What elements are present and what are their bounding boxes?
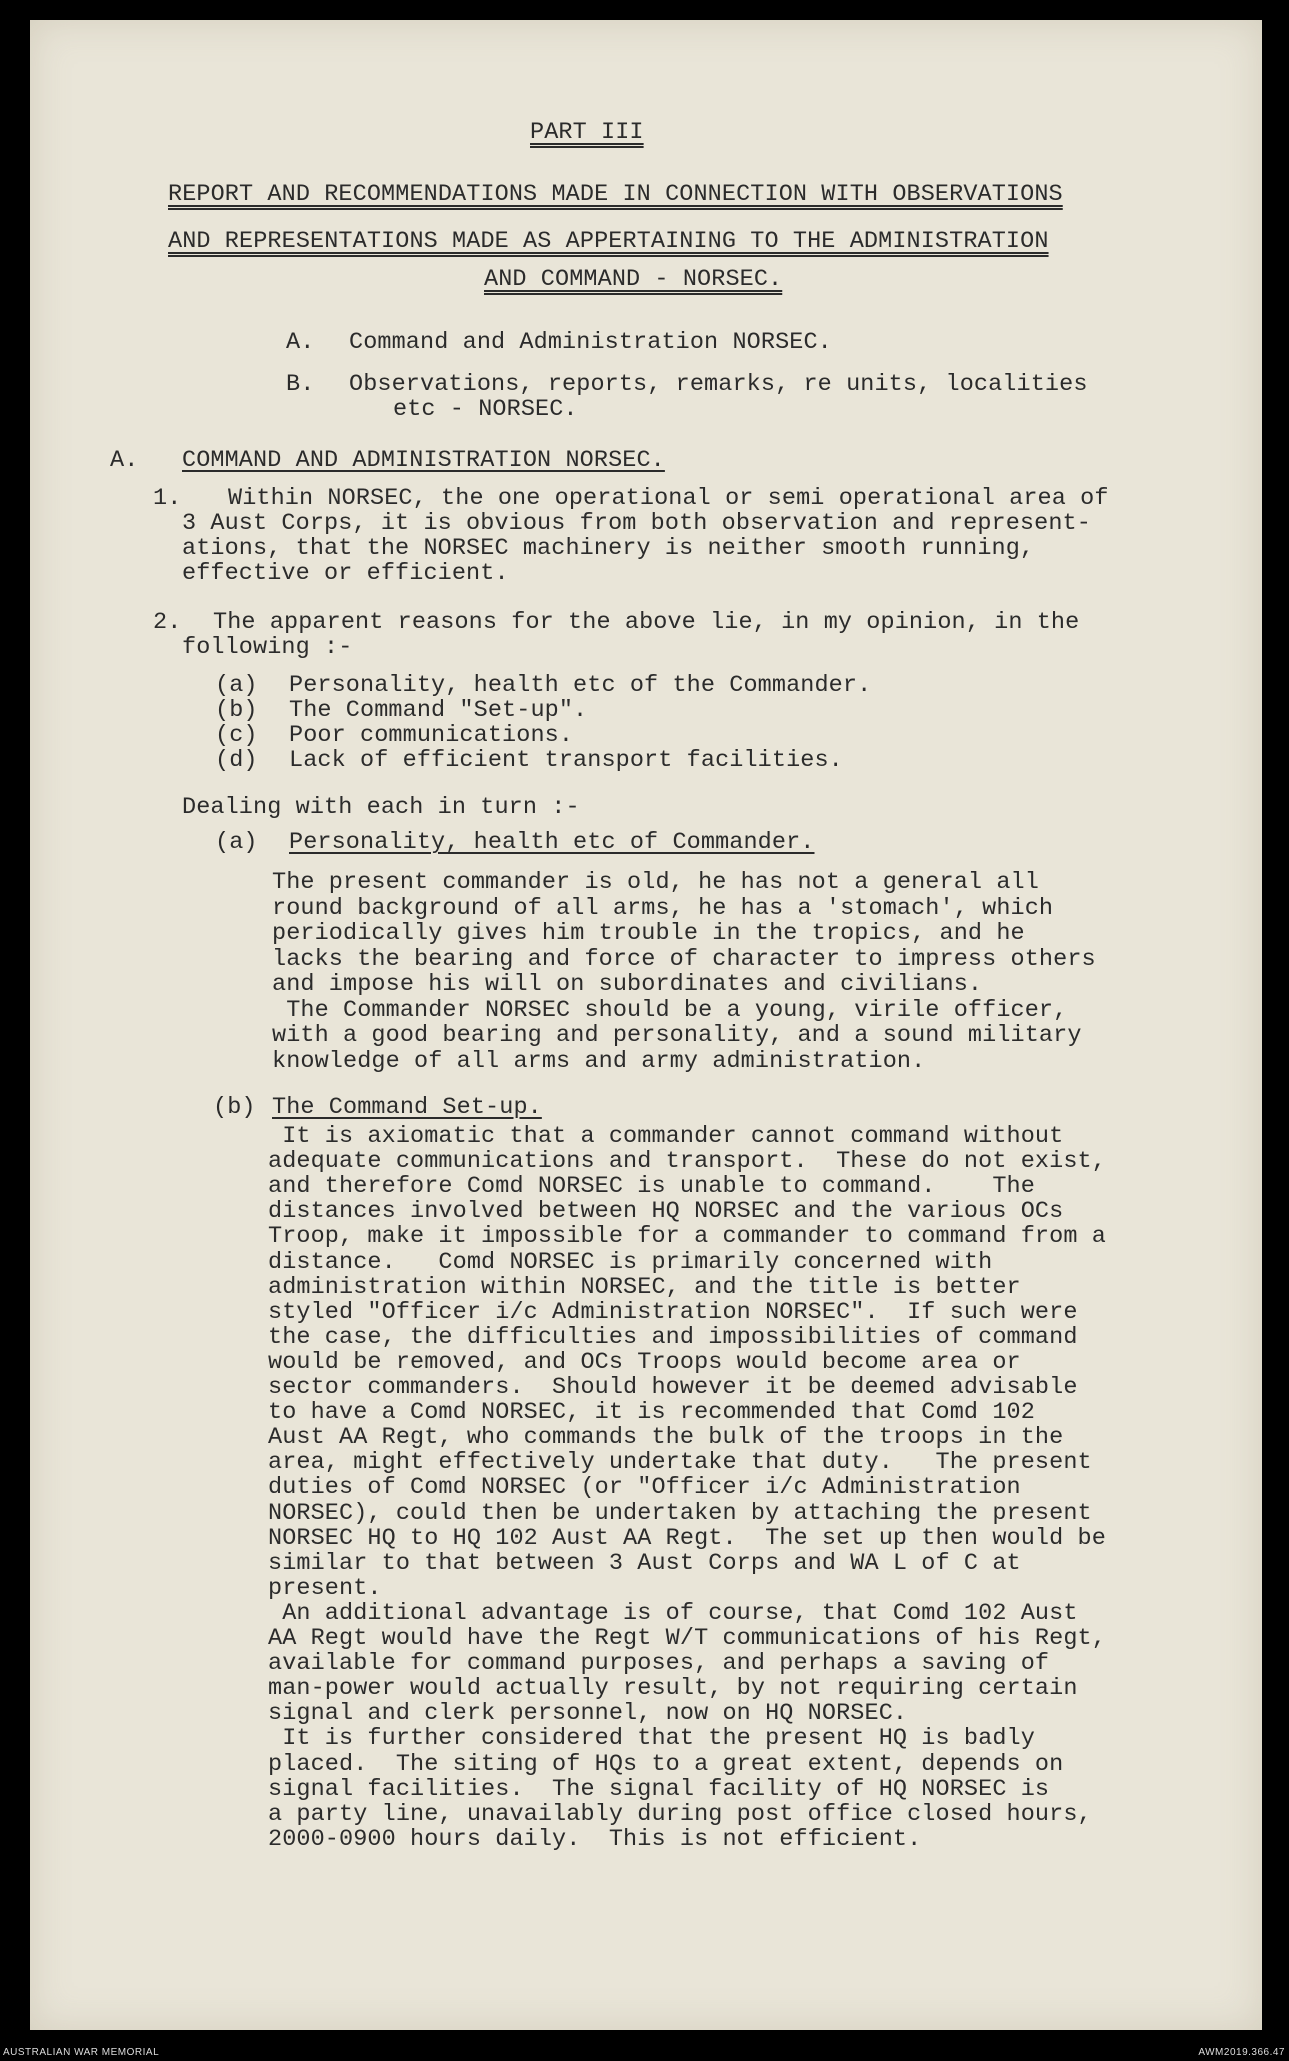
sub-a-line: round background of all arms, he has a 'stomach', which	[272, 894, 1054, 922]
toc-text-b-cont: etc - NORSEC.	[393, 396, 578, 423]
sub-b-line: available for command purposes, and perhaps a saving of	[268, 1650, 1050, 1678]
sub-b-line: An additional advantage is of course, that Comd 102 Aust	[268, 1599, 1078, 1627]
sub-a-line: The present commander is old, he has not a general all	[272, 869, 1039, 896]
sub-b-line: NORSEC), could then be undertaken by attaching the present	[268, 1499, 1092, 1527]
toc-label-b: B.	[286, 371, 315, 398]
sub-b-line: and therefore Comd NORSEC is unable to command. The	[268, 1173, 1035, 1201]
sub-b-line: placed. The siting of HQs to a great extent, depends on	[268, 1750, 1064, 1778]
sub-b-line: adequate communications and transport. These do not exist,	[268, 1148, 1106, 1176]
sub-b-line: signal and clerk personnel, now on HQ NORSEC.	[268, 1700, 908, 1728]
para-1-line: ations, that the NORSEC machinery is neither smooth running,	[182, 535, 1035, 562]
sub-a-line: lacks the bearing and force of character to impress others	[272, 945, 1096, 973]
sub-b-label: (b)	[213, 1094, 256, 1121]
para-1-number: 1.	[153, 485, 182, 512]
sub-a-line: knowledge of all arms and army administration.	[272, 1047, 926, 1075]
sub-b-line: man-power would actually result, by not requiring certain	[268, 1675, 1078, 1703]
section-a-label: A.	[110, 447, 139, 474]
section-a-heading: COMMAND AND ADMINISTRATION NORSEC.	[182, 447, 665, 474]
dealing-intro: Dealing with each in turn :-	[182, 794, 580, 821]
sub-b-line: administration within NORSEC, and the title is better	[268, 1273, 1021, 1301]
sub-a-line: The Commander NORSEC should be a young, virile officer,	[272, 996, 1068, 1024]
reason-label: (c)	[215, 722, 258, 749]
sub-b-line: It is axiomatic that a commander cannot command without	[268, 1123, 1064, 1150]
sub-b-line: AA Regt would have the Regt W/T communications of his Regt,	[268, 1625, 1106, 1652]
part-heading: PART III	[530, 119, 644, 146]
para-1-line: effective or efficient.	[182, 560, 509, 587]
toc-text-a: Command and Administration NORSEC.	[349, 329, 832, 356]
sub-b-line: styled "Officer i/c Administration NORSEC". If such were	[268, 1298, 1078, 1326]
sub-b-line: distance. Comd NORSEC is primarily concerned with	[268, 1248, 993, 1276]
reason-text: Personality, health etc of the Commander.	[289, 672, 872, 699]
sub-a-line: periodically gives him trouble in the tropics, and he	[272, 920, 1025, 947]
reason-text: Poor communications.	[289, 722, 574, 749]
sub-b-line: sector commanders. Should however it be deemed advisable	[268, 1374, 1078, 1401]
para-2-number: 2.	[153, 609, 182, 636]
para-2-line: The apparent reasons for the above lie, in my opinion, in the	[213, 609, 1080, 636]
sub-b-line: 2000-0900 hours daily. This is not efficient.	[268, 1825, 922, 1853]
footer-institution: AUSTRALIAN WAR MEMORIAL	[3, 2047, 160, 2058]
sub-b-line: Aust AA Regt, who commands the bulk of the troops in the	[268, 1424, 1064, 1452]
sub-b-line: It is further considered that the present HQ is badly	[268, 1725, 1035, 1753]
title-line-1: REPORT AND RECOMMENDATIONS MADE IN CONNECTION WITH OBSERVATIONS	[168, 181, 1063, 208]
sub-b-line: Troop, make it impossible for a commander to command from a	[268, 1223, 1106, 1251]
sub-b-line: NORSEC HQ to HQ 102 Aust AA Regt. The set up then would be	[268, 1524, 1106, 1552]
toc-label-a: A.	[286, 329, 315, 356]
sub-b-line: present.	[268, 1574, 382, 1602]
para-1-line: Within NORSEC, the one operational or semi operational area of	[228, 485, 1109, 512]
sub-b-line: distances involved between HQ NORSEC and the various OCs	[268, 1198, 1064, 1226]
sub-b-line: signal facilities. The signal facility of HQ NORSEC is	[268, 1775, 1050, 1803]
para-2-line: following :-	[182, 634, 353, 661]
sub-b-line: would be removed, and OCs Troops would become area or	[268, 1348, 1021, 1376]
sub-a-heading: Personality, health etc of Commander.	[289, 829, 815, 856]
sub-b-line: a party line, unavailably during post office closed hours,	[268, 1800, 1092, 1828]
sub-a-line: with a good bearing and personality, and a sound military	[272, 1022, 1082, 1049]
reason-text: The Command "Set-up".	[289, 697, 588, 724]
reason-label: (d)	[215, 747, 258, 774]
sub-b-line: area, might effectively undertake that duty. The present	[268, 1449, 1092, 1477]
sub-a-line: and impose his will on subordinates and civilians.	[272, 971, 983, 998]
toc-text-b: Observations, reports, remarks, re units, localities	[349, 371, 1088, 398]
reason-label: (b)	[215, 697, 258, 724]
sub-b-line: to have a Comd NORSEC, it is recommended that Comd 102	[268, 1399, 1035, 1427]
reason-text: Lack of efficient transport facilities.	[289, 747, 843, 774]
sub-b-line: similar to that between 3 Aust Corps and WA L of C at	[268, 1549, 1021, 1577]
sub-b-line: duties of Comd NORSEC (or "Officer i/c Administration	[268, 1474, 1021, 1502]
title-line-2: AND REPRESENTATIONS MADE AS APPERTAINING TO THE ADMINISTRATION	[168, 228, 1049, 255]
sub-b-heading: The Command Set-up.	[272, 1094, 542, 1121]
para-1-line: 3 Aust Corps, it is obvious from both observation and represent-	[182, 510, 1091, 537]
title-line-3: AND COMMAND - NORSEC.	[484, 266, 783, 293]
sub-a-label: (a)	[215, 829, 258, 856]
footer-accession-number: AWM2019.366.47	[1198, 2047, 1285, 2058]
reason-label: (a)	[215, 672, 258, 699]
sub-b-line: the case, the difficulties and impossibilities of command	[268, 1323, 1078, 1351]
